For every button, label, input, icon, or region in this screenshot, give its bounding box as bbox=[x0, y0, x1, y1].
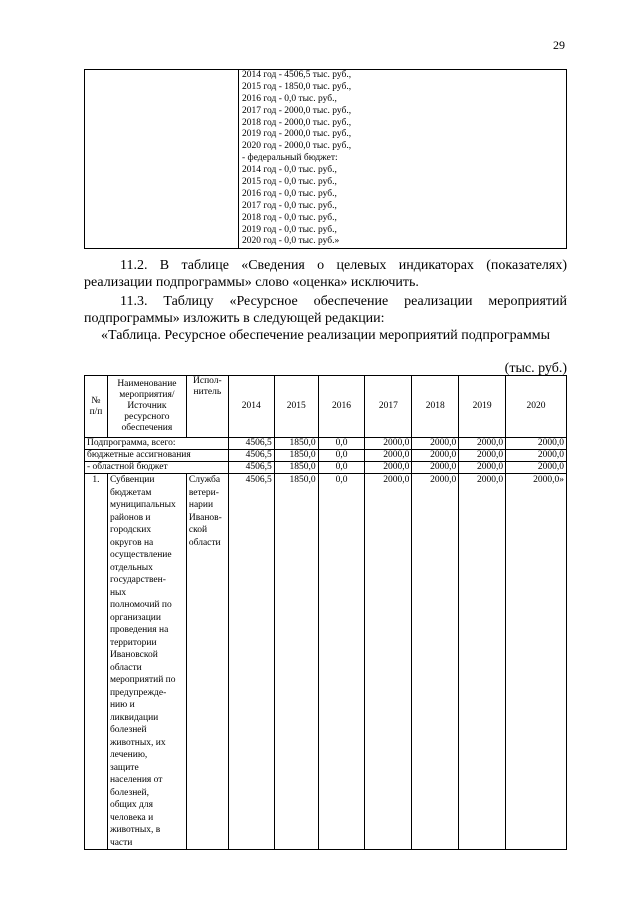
unit-label: (тыс. руб.) bbox=[504, 361, 567, 376]
value-cell: 1850,0 bbox=[274, 474, 318, 850]
value-cell: 2000,0 bbox=[459, 438, 506, 450]
value-cell: 2000,0 bbox=[459, 462, 506, 474]
value-cell: 2000,0 bbox=[365, 450, 412, 462]
value-cell: 1850,0 bbox=[274, 462, 318, 474]
funding-line: 2020 год - 2000,0 тыс. руб., bbox=[242, 141, 352, 152]
value-cell: 2000,0 bbox=[506, 462, 567, 474]
empty-left-cell bbox=[85, 70, 239, 249]
header-row bbox=[85, 376, 567, 438]
funding-line: 2016 год - 0,0 тыс. руб., bbox=[242, 93, 337, 104]
value-cell: 1850,0 bbox=[274, 438, 318, 450]
funding-line: 2020 год - 0,0 тыс. руб.» bbox=[242, 236, 340, 247]
value-cell: 2000,0 bbox=[365, 438, 412, 450]
header-executor: Испол-нитель bbox=[186, 376, 228, 438]
header-name: Наименование мероприятия/ Источник ресурсного обеспечения bbox=[107, 376, 186, 438]
header-year: 2015 bbox=[274, 376, 318, 438]
table-row bbox=[85, 474, 567, 850]
header-year: 2020 bbox=[506, 376, 567, 438]
funding-line: 2017 год - 0,0 тыс. руб., bbox=[242, 200, 337, 211]
funding-line: 2019 год - 2000,0 тыс. руб., bbox=[242, 129, 352, 140]
table-row bbox=[85, 462, 567, 474]
value-cell: 0,0 bbox=[318, 438, 365, 450]
value-cell: 4506,5 bbox=[228, 438, 274, 450]
table-title: «Таблица. Ресурсное обеспечение реализации мероприятий подпрограммы bbox=[101, 328, 550, 343]
executor-name: Служба ветери- нарии Иванов- ской области bbox=[186, 474, 228, 850]
value-cell: 2000,0 bbox=[506, 438, 567, 450]
value-cell: 2000,0 bbox=[412, 462, 459, 474]
value-cell: 2000,0» bbox=[506, 474, 567, 850]
funding-line: 2016 год - 0,0 тыс. руб., bbox=[242, 188, 337, 199]
value-cell: 2000,0 bbox=[365, 474, 412, 850]
value-cell: 0,0 bbox=[318, 474, 365, 850]
header-year: 2017 bbox=[365, 376, 412, 438]
funding-line: 2017 год - 2000,0 тыс. руб., bbox=[242, 105, 352, 116]
value-cell: 2000,0 bbox=[506, 450, 567, 462]
funding-line: - федеральный бюджет: bbox=[242, 153, 338, 164]
activity-name: Субвенции бюджетам муниципальных районов и городских округов на осуществление отдельных государствен- ных полномочий по организации проведения на территории Ивановской области мероприятий по предупрежде- нию и ликвидации болезней животных, их лечению, защите населения от болезней, общих для человека и животных, в части bbox=[107, 474, 186, 850]
value-cell: 4506,5 bbox=[228, 462, 274, 474]
row-label: бюджетные ассигнования bbox=[85, 450, 229, 462]
value-cell: 2000,0 bbox=[365, 462, 412, 474]
row-number: 1. bbox=[85, 474, 108, 850]
header-year: 2019 bbox=[459, 376, 506, 438]
funding-line: 2015 год - 1850,0 тыс. руб., bbox=[242, 81, 352, 92]
funding-line: 2014 год - 0,0 тыс. руб., bbox=[242, 165, 337, 176]
value-cell: 4506,5 bbox=[228, 474, 274, 850]
paragraph-11-2: 11.2. В таблице «Сведения о целевых индикаторах (показателях) реализации подпрограммы» слово «оценка» исключить. bbox=[84, 258, 567, 290]
funding-continuation-table bbox=[84, 69, 567, 249]
value-cell: 0,0 bbox=[318, 450, 365, 462]
value-cell: 2000,0 bbox=[412, 438, 459, 450]
value-cell: 1850,0 bbox=[274, 450, 318, 462]
table-row bbox=[85, 450, 567, 462]
funding-line: 2018 год - 0,0 тыс. руб., bbox=[242, 212, 337, 223]
header-year: 2014 bbox=[228, 376, 274, 438]
value-cell: 4506,5 bbox=[228, 450, 274, 462]
table-row bbox=[85, 438, 567, 450]
funding-line: 2018 год - 2000,0 тыс. руб., bbox=[242, 117, 352, 128]
funding-line: 2019 год - 0,0 тыс. руб., bbox=[242, 224, 337, 235]
header-year: 2018 bbox=[412, 376, 459, 438]
funding-lines-cell bbox=[239, 70, 567, 249]
resource-table bbox=[84, 375, 567, 850]
funding-line: 2015 год - 0,0 тыс. руб., bbox=[242, 177, 337, 188]
row-label: - областной бюджет bbox=[85, 462, 229, 474]
header-year: 2016 bbox=[318, 376, 365, 438]
row-label: Подпрограмма, всего: bbox=[85, 438, 229, 450]
value-cell: 2000,0 bbox=[412, 474, 459, 850]
funding-line: 2014 год - 4506,5 тыс. руб., bbox=[242, 70, 352, 80]
header-num: № п/п bbox=[85, 376, 108, 438]
value-cell: 2000,0 bbox=[459, 474, 506, 850]
value-cell: 2000,0 bbox=[459, 450, 506, 462]
value-cell: 0,0 bbox=[318, 462, 365, 474]
page-number: 29 bbox=[553, 38, 565, 52]
paragraph-11-3: 11.3. Таблицу «Ресурсное обеспечение реализации мероприятий подпрограммы» изложить в следующей редакции: bbox=[84, 294, 567, 326]
value-cell: 2000,0 bbox=[412, 450, 459, 462]
